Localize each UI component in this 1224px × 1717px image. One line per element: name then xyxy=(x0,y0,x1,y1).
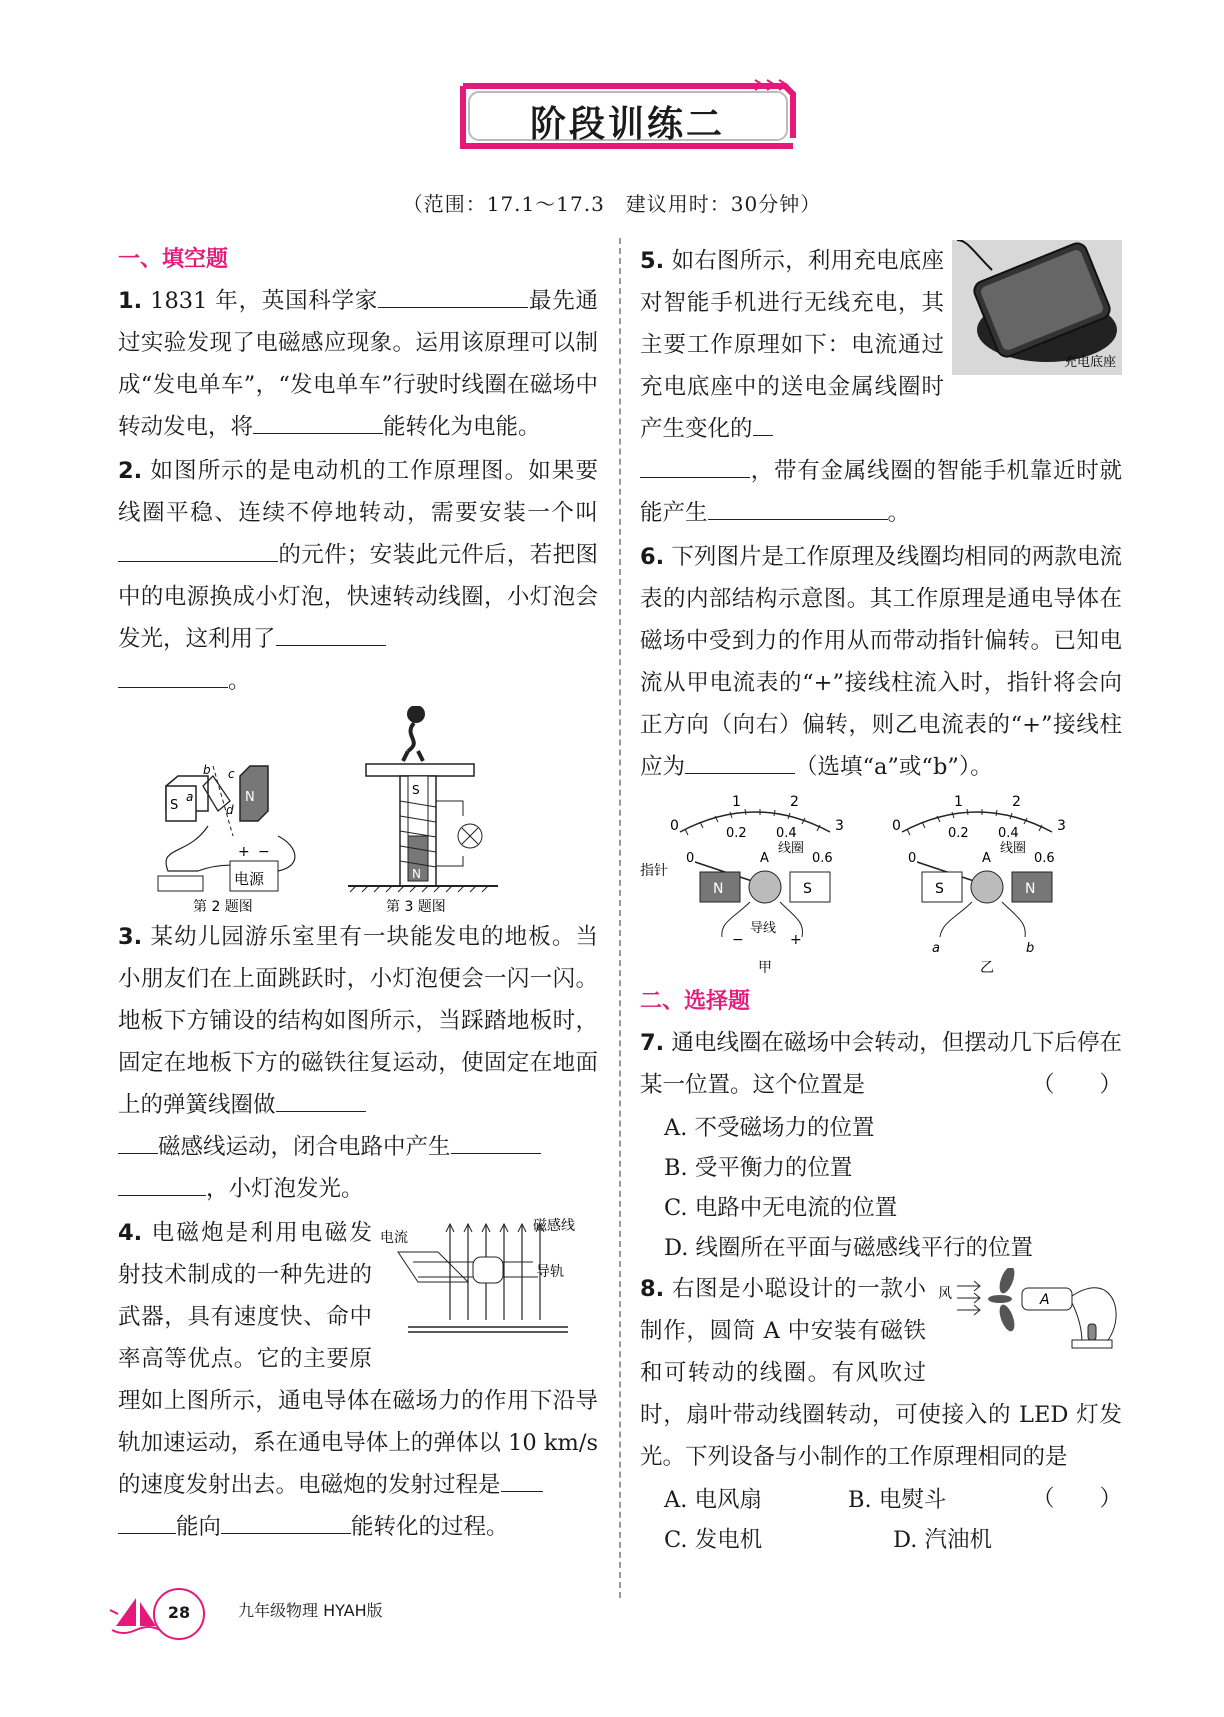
fig2-minus: − xyxy=(258,844,270,860)
question-number: 2. xyxy=(118,458,143,484)
option-a[interactable]: A. 不受磁场力的位置 xyxy=(664,1115,875,1141)
jia-N: N xyxy=(713,881,724,897)
fig2-power: 电源 xyxy=(234,870,265,888)
ammeter-diagram xyxy=(640,792,1122,982)
yi-N: N xyxy=(1025,881,1036,897)
jia-label: 甲 xyxy=(758,960,772,976)
option-b[interactable]: B. 电熨斗 xyxy=(847,1487,947,1513)
right-column xyxy=(640,240,1122,1560)
yi-label: 乙 xyxy=(980,960,994,976)
fig2-c: c xyxy=(228,767,235,781)
question-number: 5. xyxy=(640,248,665,274)
options-row-2 xyxy=(640,1520,1122,1560)
motor-diagram xyxy=(118,706,598,916)
jia-S: S xyxy=(803,881,812,897)
ammeter-figures xyxy=(640,792,1122,982)
question-number: 3. xyxy=(118,924,143,950)
jia-t2: 2 xyxy=(790,794,799,810)
wind-label: 风 xyxy=(938,1286,952,1302)
question-2 xyxy=(118,450,598,702)
answer-blank[interactable] xyxy=(253,409,383,434)
question-text: 能向 xyxy=(176,1514,222,1540)
jia-plus: + xyxy=(790,932,802,948)
jia-coil: 线圈 xyxy=(778,841,805,856)
question-6 xyxy=(640,536,1122,788)
yi-s04: 0.4 xyxy=(998,826,1019,841)
fig2-S: S xyxy=(170,798,179,813)
answer-blank[interactable] xyxy=(640,453,750,478)
answer-blank[interactable] xyxy=(221,1509,351,1534)
footer xyxy=(108,1588,508,1638)
yi-a: a xyxy=(932,941,940,956)
fig2-a: a xyxy=(186,790,194,804)
answer-paren[interactable]: （ ） xyxy=(1031,1072,1122,1098)
ammeter-jia xyxy=(640,794,844,976)
answer-blank[interactable] xyxy=(685,749,795,774)
question-number: 7. xyxy=(640,1030,665,1056)
fig3-floor xyxy=(348,706,498,915)
answer-paren[interactable]: （ ） xyxy=(1031,1486,1122,1512)
fig2-N: N xyxy=(245,790,255,805)
fig2-motor xyxy=(158,763,295,915)
answer-blank[interactable] xyxy=(451,1129,541,1154)
option-c[interactable]: C. 电路中无电流的位置 xyxy=(664,1195,898,1221)
title-banner xyxy=(455,78,800,154)
answer-blank[interactable] xyxy=(118,1129,158,1154)
question-number: 6. xyxy=(640,544,665,570)
fig3-caption: 第 3 题图 xyxy=(386,899,446,915)
book-title: 九年级物理 HYAH版 xyxy=(238,1601,383,1620)
charger-label: 充电底座 xyxy=(1064,355,1117,370)
answer-blank[interactable] xyxy=(118,1171,206,1196)
question-text: 的元件；安装此元件后，若把图中的电源换成小灯泡，快速转动线圈，小灯泡会发光，这利用了 xyxy=(118,542,598,652)
question-text: ，小灯泡发光。 xyxy=(206,1176,364,1202)
question-text: 如右图所示，利用充电底座对智能手机进行无线充电，其主要工作原理如下：电流通过充电底座中的送电金属线圈时产生变化的 xyxy=(640,248,944,442)
jia-t1: 1 xyxy=(732,794,741,810)
left-column xyxy=(118,240,598,1550)
option-a[interactable]: A. 电风扇 xyxy=(664,1487,763,1513)
jia-pointer-label: 指针 xyxy=(640,863,668,879)
ammeter-yi xyxy=(892,794,1066,976)
jia-s02: 0.2 xyxy=(726,826,747,841)
fig2-b: b xyxy=(203,763,211,777)
question-text: 某幼儿园游乐室里有一块能发电的地板。当小朋友们在上面跳跃时，小灯泡便会一闪一闪。地板下方铺设的结构如图所示，当踩踏地板时，固定在地板下方的磁铁往复运动，使固定在地面上的弹簧线圈做 xyxy=(118,924,598,1118)
railgun-figure xyxy=(378,1212,598,1340)
question-text: 能转化为电能。 xyxy=(383,414,541,440)
wind-generator-figure xyxy=(932,1268,1122,1368)
page-number: 28 xyxy=(153,1588,205,1640)
figures-2-3 xyxy=(118,706,598,916)
wind-generator-diagram xyxy=(932,1268,1122,1368)
jia-s0: 0 xyxy=(686,851,695,866)
jia-s06: 0.6 xyxy=(812,851,833,866)
jia-t0: 0 xyxy=(670,818,679,834)
question-text: 磁感线运动，闭合电路中产生 xyxy=(158,1134,451,1160)
question-text: ，带有金属线圈的智能手机靠近时就能产生 xyxy=(640,458,1122,526)
yi-t3: 3 xyxy=(1057,818,1066,834)
question-text: 能转化的过程。 xyxy=(351,1514,509,1540)
answer-blank[interactable] xyxy=(501,1467,543,1492)
yi-coil: 线圈 xyxy=(1000,841,1027,856)
question-text: 通电线圈在磁场中会转动，但摆动几下后停在某一位置。这个位置是 xyxy=(640,1030,1122,1098)
question-text: 。 xyxy=(887,500,911,526)
option-b[interactable]: B. 受平衡力的位置 xyxy=(664,1155,853,1181)
answer-blank[interactable] xyxy=(276,1087,366,1112)
question-text: （选填“a”或“b”）。 xyxy=(795,754,993,780)
question-number: 8. xyxy=(640,1276,665,1302)
fig3-N: N xyxy=(412,867,421,881)
option-d[interactable]: D. 汽油机 xyxy=(893,1527,993,1553)
question-1 xyxy=(118,280,598,448)
jia-minus: − xyxy=(732,932,744,948)
jia-A: A xyxy=(760,851,769,866)
railgun-diagram xyxy=(378,1212,598,1340)
question-text: 1831 年，英国科学家 xyxy=(150,288,379,314)
jia-t3: 3 xyxy=(835,818,844,834)
yi-s0: 0 xyxy=(908,851,917,866)
question-text: 。 xyxy=(228,668,251,694)
question-text: 右图是小聪设计的一款小制作，圆筒 A 中安装有磁铁和可转动的线圈。有风吹过时，扇叶带动线圈转动，可使接入的 LED 灯发光。下列设备与小制作的工作原理相同的是 xyxy=(640,1276,1122,1470)
question-7 xyxy=(640,1022,1122,1106)
fig3-S: S xyxy=(412,783,420,797)
answer-blank[interactable] xyxy=(378,283,528,308)
section-fill-blank: 一、填空题 xyxy=(118,247,229,272)
option-d[interactable]: D. 线圈所在平面与磁感线平行的位置 xyxy=(664,1235,1034,1261)
question-text: 最先通过实验发现了电磁感应现象。运用该原理可以制成“发电单车”，“发电单车”行驶时线圈在磁场中转动发电，将 xyxy=(118,288,598,440)
question-5 xyxy=(640,240,1122,534)
fig2-caption: 第 2 题图 xyxy=(193,899,253,915)
page-title: 阶段训练二 xyxy=(529,104,725,145)
yi-s06: 0.6 xyxy=(1034,851,1055,866)
fig4-rail: 导轨 xyxy=(536,1264,564,1280)
range-note: （范围：17.1～17.3 建议用时：30分钟） xyxy=(402,192,822,216)
charger-image xyxy=(952,240,1122,375)
column-divider xyxy=(619,238,621,1598)
answer-blank[interactable] xyxy=(753,411,773,436)
fig2-plus: + xyxy=(238,844,250,860)
yi-b: b xyxy=(1026,941,1035,956)
section-choice: 二、选择题 xyxy=(640,989,751,1014)
question-number: 1. xyxy=(118,288,143,314)
yi-S: S xyxy=(935,881,944,897)
question-text: 电磁炮是利用电磁发射技术制成的一种先进的武器，具有速度快、命中率高等优点。它的主要原理如上图所示，通电导体在磁场力的作用下沿导轨加速运动，系在通电导体上的弹体以 10 km/s 的速度发射出去。电磁炮的发射过程是 xyxy=(118,1220,598,1498)
question-number: 4. xyxy=(118,1220,143,1246)
question-4 xyxy=(118,1212,598,1548)
jia-wire: 导线 xyxy=(750,921,777,936)
yi-A: A xyxy=(982,851,991,866)
question-text: 如图所示的是电动机的工作原理图。如果要线圈平稳、连续不停地转动，需要安装一个叫 xyxy=(118,458,598,526)
cylinder-A: A xyxy=(1040,1292,1050,1308)
answer-blank[interactable] xyxy=(118,537,278,562)
answer-blank[interactable] xyxy=(118,1509,176,1534)
answer-blank[interactable] xyxy=(118,663,228,688)
option-c[interactable]: C. 发电机 xyxy=(664,1527,763,1553)
options-row-1 xyxy=(640,1480,1032,1520)
fig4-field: 磁感线 xyxy=(533,1218,575,1234)
yi-s02: 0.2 xyxy=(948,826,969,841)
answer-blank[interactable] xyxy=(276,621,386,646)
question-3 xyxy=(118,916,598,1210)
charger-photo xyxy=(952,240,1122,375)
yi-t2: 2 xyxy=(1012,794,1021,810)
yi-t1: 1 xyxy=(954,794,963,810)
fig4-current: 电流 xyxy=(380,1230,408,1246)
fig2-d: d xyxy=(226,803,234,817)
jia-s04: 0.4 xyxy=(776,826,797,841)
answer-blank[interactable] xyxy=(708,495,888,520)
yi-t0: 0 xyxy=(892,818,901,834)
question-text: 下列图片是工作原理及线圈均相同的两款电流表的内部结构示意图。其工作原理是通电导体在磁场中受到力的作用从而带动指针偏转。已知电流从甲电流表的“+”接线柱流入时，指针将会向正方向（向右）偏转，则乙电流表的“+”接线柱应为 xyxy=(640,544,1122,780)
